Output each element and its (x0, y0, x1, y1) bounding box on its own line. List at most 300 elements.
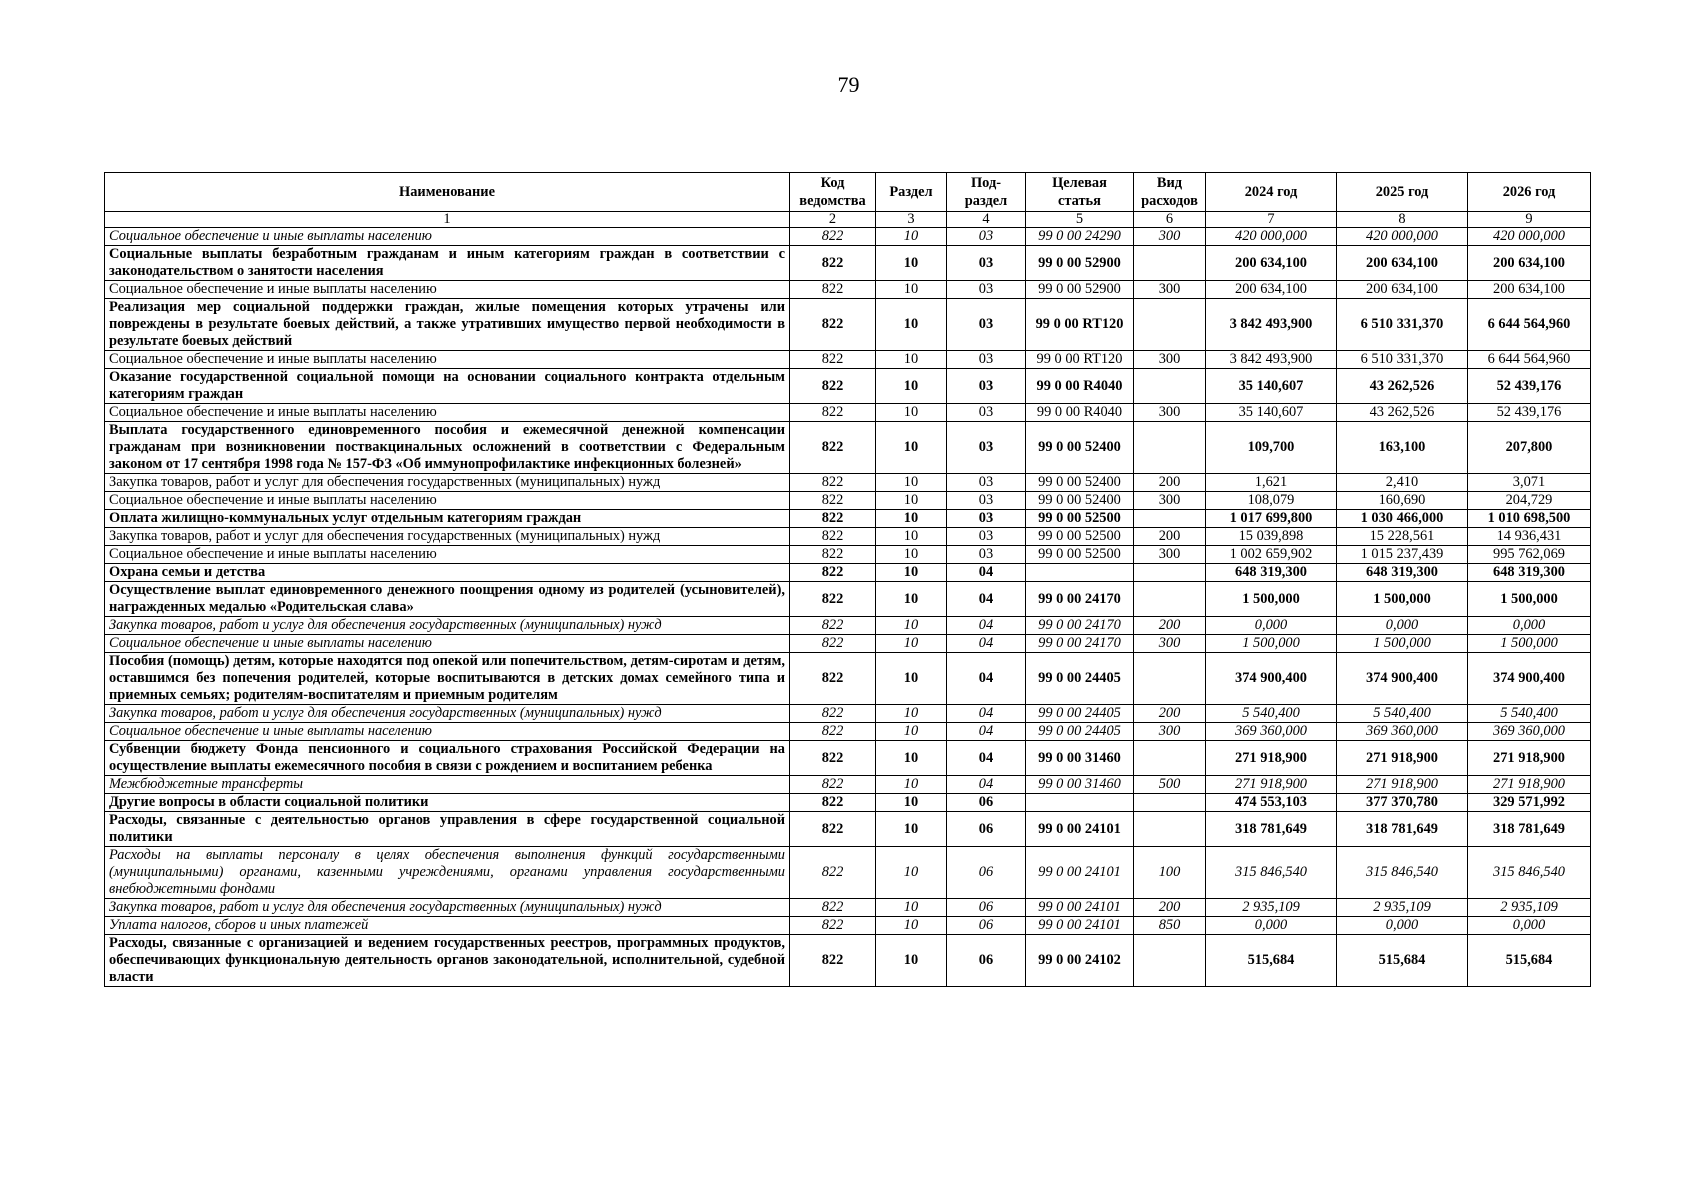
row-section: 10 (876, 474, 947, 492)
row-amount-2026: 315 846,540 (1468, 847, 1591, 899)
row-amount-2026: 271 918,900 (1468, 741, 1591, 776)
row-section: 10 (876, 847, 947, 899)
row-type (1134, 422, 1206, 474)
row-dept: 822 (790, 422, 876, 474)
row-dept: 822 (790, 246, 876, 281)
table-row (105, 847, 1591, 899)
row-target: 99 0 00 52400 (1026, 492, 1134, 510)
row-dept: 822 (790, 635, 876, 653)
table-row (105, 812, 1591, 847)
row-name: Выплата государственного единовременного пособия и ежемесячной денежной компенсации гражданам при возникновении поствакцинальных осложнений в соответствии с Федеральным законом от 17 сентября 1998 года № 157-ФЗ «Об иммунопрофилактике инфекционных болезней» (105, 422, 790, 474)
row-amount-2024: 200 634,100 (1206, 281, 1337, 299)
row-amount-2026: 207,800 (1468, 422, 1591, 474)
row-amount-2026: 52 439,176 (1468, 404, 1591, 422)
table-row (105, 404, 1591, 422)
row-target: 99 0 00 RT120 (1026, 299, 1134, 351)
row-amount-2026: 3,071 (1468, 474, 1591, 492)
row-dept: 822 (790, 812, 876, 847)
row-type: 100 (1134, 847, 1206, 899)
column-number: 4 (947, 212, 1026, 228)
row-section: 10 (876, 899, 947, 917)
row-type: 300 (1134, 281, 1206, 299)
row-amount-2024: 1 500,000 (1206, 635, 1337, 653)
row-target: 99 0 00 24102 (1026, 935, 1134, 987)
row-dept: 822 (790, 492, 876, 510)
row-amount-2025: 377 370,780 (1337, 794, 1468, 812)
row-amount-2026: 6 644 564,960 (1468, 351, 1591, 369)
row-amount-2024: 369 360,000 (1206, 723, 1337, 741)
column-number: 9 (1468, 212, 1591, 228)
row-type (1134, 582, 1206, 617)
table-row (105, 705, 1591, 723)
row-section: 10 (876, 492, 947, 510)
row-amount-2026: 204,729 (1468, 492, 1591, 510)
row-amount-2026: 374 900,400 (1468, 653, 1591, 705)
row-amount-2024: 648 319,300 (1206, 564, 1337, 582)
row-section: 10 (876, 723, 947, 741)
header-type: Вид расходов (1134, 173, 1206, 212)
row-type (1134, 794, 1206, 812)
header-2026: 2026 год (1468, 173, 1591, 212)
row-amount-2026: 329 571,992 (1468, 794, 1591, 812)
row-amount-2024: 3 842 493,900 (1206, 351, 1337, 369)
row-subsection: 03 (947, 351, 1026, 369)
row-section: 10 (876, 776, 947, 794)
row-section: 10 (876, 917, 947, 935)
row-subsection: 04 (947, 741, 1026, 776)
row-subsection: 03 (947, 404, 1026, 422)
row-amount-2026: 6 644 564,960 (1468, 299, 1591, 351)
row-section: 10 (876, 510, 947, 528)
row-target: 99 0 00 24101 (1026, 847, 1134, 899)
row-name: Закупка товаров, работ и услуг для обеспечения государственных (муниципальных) нужд (105, 528, 790, 546)
row-name: Расходы на выплаты персоналу в целях обеспечения выполнения функций государственными (муниципальными) органами, казенными учреждениями, органами управления государственными внебюджетными фондами (105, 847, 790, 899)
row-type: 300 (1134, 723, 1206, 741)
row-target: 99 0 00 24170 (1026, 617, 1134, 635)
row-name: Социальное обеспечение и иные выплаты населению (105, 492, 790, 510)
row-target: 99 0 00 52900 (1026, 281, 1134, 299)
table-row (105, 794, 1591, 812)
row-subsection: 04 (947, 705, 1026, 723)
row-type: 300 (1134, 404, 1206, 422)
row-dept: 822 (790, 847, 876, 899)
row-subsection: 04 (947, 653, 1026, 705)
row-dept: 822 (790, 582, 876, 617)
row-target: 99 0 00 24101 (1026, 899, 1134, 917)
row-name: Оказание государственной социальной помощи на основании социального контракта отдельным категориям граждан (105, 369, 790, 404)
row-target: 99 0 00 52400 (1026, 422, 1134, 474)
row-amount-2025: 515,684 (1337, 935, 1468, 987)
row-type (1134, 812, 1206, 847)
row-subsection: 06 (947, 917, 1026, 935)
table-row (105, 299, 1591, 351)
row-amount-2024: 515,684 (1206, 935, 1337, 987)
row-dept: 822 (790, 794, 876, 812)
row-target: 99 0 00 31460 (1026, 776, 1134, 794)
row-target: 99 0 00 R4040 (1026, 404, 1134, 422)
row-type (1134, 741, 1206, 776)
row-amount-2024: 374 900,400 (1206, 653, 1337, 705)
row-amount-2025: 0,000 (1337, 617, 1468, 635)
row-subsection: 04 (947, 617, 1026, 635)
row-subsection: 06 (947, 899, 1026, 917)
row-subsection: 03 (947, 281, 1026, 299)
table-row (105, 492, 1591, 510)
row-name: Социальное обеспечение и иные выплаты населению (105, 351, 790, 369)
row-dept: 822 (790, 228, 876, 246)
row-type (1134, 246, 1206, 281)
row-section: 10 (876, 369, 947, 404)
row-target: 99 0 00 RT120 (1026, 351, 1134, 369)
row-name: Расходы, связанные с деятельностью органов управления в сфере государственной социальной политики (105, 812, 790, 847)
table-row (105, 723, 1591, 741)
row-amount-2026: 1 500,000 (1468, 635, 1591, 653)
row-dept: 822 (790, 404, 876, 422)
column-number: 7 (1206, 212, 1337, 228)
table-row (105, 899, 1591, 917)
table-row (105, 635, 1591, 653)
table-row (105, 564, 1591, 582)
row-subsection: 03 (947, 474, 1026, 492)
row-type (1134, 510, 1206, 528)
header-name: Наименование (105, 173, 790, 212)
row-subsection: 06 (947, 794, 1026, 812)
row-section: 10 (876, 404, 947, 422)
row-amount-2026: 0,000 (1468, 617, 1591, 635)
row-amount-2026: 5 540,400 (1468, 705, 1591, 723)
table-row (105, 351, 1591, 369)
column-number: 8 (1337, 212, 1468, 228)
row-subsection: 04 (947, 635, 1026, 653)
page-number: 79 (837, 72, 860, 97)
budget-table (104, 172, 1591, 987)
row-section: 10 (876, 617, 947, 635)
row-amount-2026: 1 500,000 (1468, 582, 1591, 617)
row-type: 200 (1134, 705, 1206, 723)
row-amount-2024: 35 140,607 (1206, 404, 1337, 422)
row-amount-2026: 1 010 698,500 (1468, 510, 1591, 528)
header-subsection: Под-раздел (947, 173, 1026, 212)
row-name: Другие вопросы в области социальной политики (105, 794, 790, 812)
table-header-row (105, 173, 1591, 212)
row-amount-2024: 109,700 (1206, 422, 1337, 474)
row-amount-2024: 1 500,000 (1206, 582, 1337, 617)
row-target (1026, 794, 1134, 812)
row-dept: 822 (790, 299, 876, 351)
row-amount-2024: 108,079 (1206, 492, 1337, 510)
row-amount-2026: 200 634,100 (1468, 246, 1591, 281)
row-amount-2026: 515,684 (1468, 935, 1591, 987)
row-amount-2024: 2 935,109 (1206, 899, 1337, 917)
row-amount-2026: 995 762,069 (1468, 546, 1591, 564)
row-subsection: 03 (947, 369, 1026, 404)
row-section: 10 (876, 794, 947, 812)
column-number: 1 (105, 212, 790, 228)
row-dept: 822 (790, 899, 876, 917)
row-amount-2025: 6 510 331,370 (1337, 351, 1468, 369)
row-amount-2025: 163,100 (1337, 422, 1468, 474)
row-amount-2024: 1 002 659,902 (1206, 546, 1337, 564)
column-number: 3 (876, 212, 947, 228)
column-number-row (105, 212, 1591, 228)
row-section: 10 (876, 935, 947, 987)
row-target: 99 0 00 31460 (1026, 741, 1134, 776)
header-target: Целевая статья (1026, 173, 1134, 212)
row-amount-2024: 3 842 493,900 (1206, 299, 1337, 351)
table-row (105, 228, 1591, 246)
row-target: 99 0 00 24405 (1026, 723, 1134, 741)
row-type: 300 (1134, 492, 1206, 510)
row-dept: 822 (790, 705, 876, 723)
row-amount-2025: 315 846,540 (1337, 847, 1468, 899)
row-type (1134, 299, 1206, 351)
table-row (105, 935, 1591, 987)
row-amount-2025: 200 634,100 (1337, 246, 1468, 281)
row-name: Социальное обеспечение и иные выплаты населению (105, 723, 790, 741)
row-amount-2024: 35 140,607 (1206, 369, 1337, 404)
row-name: Оплата жилищно-коммунальных услуг отдельным категориям граждан (105, 510, 790, 528)
row-amount-2025: 2 935,109 (1337, 899, 1468, 917)
row-dept: 822 (790, 653, 876, 705)
table-row (105, 741, 1591, 776)
row-name: Закупка товаров, работ и услуг для обеспечения государственных (муниципальных) нужд (105, 474, 790, 492)
row-section: 10 (876, 564, 947, 582)
row-amount-2025: 15 228,561 (1337, 528, 1468, 546)
row-dept: 822 (790, 510, 876, 528)
row-name: Социальные выплаты безработным гражданам и иным категориям граждан в соответствии с законодательством о занятости населения (105, 246, 790, 281)
row-name: Закупка товаров, работ и услуг для обеспечения государственных (муниципальных) нужд (105, 617, 790, 635)
row-subsection: 06 (947, 812, 1026, 847)
row-amount-2026: 318 781,649 (1468, 812, 1591, 847)
row-target: 99 0 00 24405 (1026, 653, 1134, 705)
column-number: 2 (790, 212, 876, 228)
row-target: 99 0 00 24405 (1026, 705, 1134, 723)
row-amount-2025: 160,690 (1337, 492, 1468, 510)
table-row (105, 528, 1591, 546)
row-type (1134, 653, 1206, 705)
row-amount-2024: 271 918,900 (1206, 741, 1337, 776)
row-target: 99 0 00 24170 (1026, 635, 1134, 653)
row-type: 300 (1134, 228, 1206, 246)
table-row (105, 281, 1591, 299)
row-name: Социальное обеспечение и иные выплаты населению (105, 635, 790, 653)
table-row (105, 653, 1591, 705)
row-section: 10 (876, 582, 947, 617)
row-name: Социальное обеспечение и иные выплаты населению (105, 281, 790, 299)
row-amount-2025: 6 510 331,370 (1337, 299, 1468, 351)
row-type: 200 (1134, 474, 1206, 492)
row-amount-2025: 1 015 237,439 (1337, 546, 1468, 564)
row-amount-2026: 0,000 (1468, 917, 1591, 935)
row-amount-2026: 52 439,176 (1468, 369, 1591, 404)
row-name: Расходы, связанные с организацией и ведением государственных реестров, программных продуктов, обеспечивающих функциональную деятельность органов законодательной, исполнительной, судебной власти (105, 935, 790, 987)
row-section: 10 (876, 299, 947, 351)
row-amount-2025: 369 360,000 (1337, 723, 1468, 741)
row-name: Межбюджетные трансферты (105, 776, 790, 794)
row-subsection: 03 (947, 422, 1026, 474)
table-row (105, 617, 1591, 635)
row-target: 99 0 00 52400 (1026, 474, 1134, 492)
row-subsection: 04 (947, 776, 1026, 794)
row-type: 300 (1134, 635, 1206, 653)
row-type: 300 (1134, 351, 1206, 369)
row-dept: 822 (790, 528, 876, 546)
row-amount-2025: 374 900,400 (1337, 653, 1468, 705)
row-section: 10 (876, 741, 947, 776)
row-dept: 822 (790, 474, 876, 492)
row-amount-2025: 1 500,000 (1337, 635, 1468, 653)
row-section: 10 (876, 246, 947, 281)
row-amount-2026: 14 936,431 (1468, 528, 1591, 546)
row-dept: 822 (790, 741, 876, 776)
row-target: 99 0 00 24101 (1026, 812, 1134, 847)
table-row (105, 776, 1591, 794)
row-dept: 822 (790, 723, 876, 741)
row-section: 10 (876, 351, 947, 369)
row-amount-2026: 271 918,900 (1468, 776, 1591, 794)
row-amount-2026: 200 634,100 (1468, 281, 1591, 299)
row-amount-2024: 474 553,103 (1206, 794, 1337, 812)
row-amount-2024: 318 781,649 (1206, 812, 1337, 847)
row-amount-2026: 369 360,000 (1468, 723, 1591, 741)
table-row (105, 917, 1591, 935)
row-amount-2026: 2 935,109 (1468, 899, 1591, 917)
row-section: 10 (876, 228, 947, 246)
row-amount-2024: 5 540,400 (1206, 705, 1337, 723)
row-name: Социальное обеспечение и иные выплаты населению (105, 404, 790, 422)
row-dept: 822 (790, 776, 876, 794)
row-amount-2025: 43 262,526 (1337, 404, 1468, 422)
row-subsection: 03 (947, 510, 1026, 528)
row-subsection: 04 (947, 723, 1026, 741)
row-subsection: 04 (947, 564, 1026, 582)
row-target: 99 0 00 24290 (1026, 228, 1134, 246)
row-amount-2024: 15 039,898 (1206, 528, 1337, 546)
row-type (1134, 369, 1206, 404)
row-amount-2026: 420 000,000 (1468, 228, 1591, 246)
row-amount-2024: 0,000 (1206, 617, 1337, 635)
row-section: 10 (876, 812, 947, 847)
header-dept: Код ведомства (790, 173, 876, 212)
row-subsection: 03 (947, 299, 1026, 351)
row-amount-2025: 5 540,400 (1337, 705, 1468, 723)
row-target: 99 0 00 24170 (1026, 582, 1134, 617)
table-body (105, 228, 1591, 987)
row-amount-2025: 318 781,649 (1337, 812, 1468, 847)
row-dept: 822 (790, 369, 876, 404)
row-section: 10 (876, 422, 947, 474)
row-amount-2024: 315 846,540 (1206, 847, 1337, 899)
table-row (105, 546, 1591, 564)
row-section: 10 (876, 705, 947, 723)
table-row (105, 246, 1591, 281)
row-amount-2025: 1 500,000 (1337, 582, 1468, 617)
column-number: 5 (1026, 212, 1134, 228)
row-name: Реализация мер социальной поддержки граждан, жилые помещения которых утрачены или повреждены в результате боевых действий, а также утративших имущество первой необходимости в результате боевых действий (105, 299, 790, 351)
row-name: Охрана семьи и детства (105, 564, 790, 582)
row-amount-2024: 200 634,100 (1206, 246, 1337, 281)
row-target: 99 0 00 24101 (1026, 917, 1134, 935)
row-amount-2024: 0,000 (1206, 917, 1337, 935)
row-name: Закупка товаров, работ и услуг для обеспечения государственных (муниципальных) нужд (105, 899, 790, 917)
row-name: Социальное обеспечение и иные выплаты населению (105, 546, 790, 564)
row-subsection: 06 (947, 935, 1026, 987)
row-name: Пособия (помощь) детям, которые находятся под опекой или попечительством, детям-сиротам и детям, оставшимся без попечения родителей, которые воспитываются в детских домах семейного типа и приемных семьях; родителям-воспитателям и приемным родителям (105, 653, 790, 705)
row-subsection: 03 (947, 492, 1026, 510)
row-amount-2025: 2,410 (1337, 474, 1468, 492)
row-dept: 822 (790, 617, 876, 635)
row-amount-2024: 271 918,900 (1206, 776, 1337, 794)
row-dept: 822 (790, 564, 876, 582)
row-name: Осуществление выплат единовременного денежного поощрения одному из родителей (усыновителей), награжденных медалью «Родительская слава» (105, 582, 790, 617)
row-name: Субвенции бюджету Фонда пенсионного и социального страхования Российской Федерации на осуществление выплаты ежемесячного пособия в связи с рождением и воспитанием ребенка (105, 741, 790, 776)
row-type: 300 (1134, 546, 1206, 564)
row-dept: 822 (790, 281, 876, 299)
row-name: Уплата налогов, сборов и иных платежей (105, 917, 790, 935)
row-subsection: 03 (947, 246, 1026, 281)
table-row (105, 422, 1591, 474)
row-amount-2025: 0,000 (1337, 917, 1468, 935)
row-section: 10 (876, 528, 947, 546)
row-amount-2024: 1 017 699,800 (1206, 510, 1337, 528)
row-section: 10 (876, 635, 947, 653)
table-row (105, 474, 1591, 492)
row-subsection: 06 (947, 847, 1026, 899)
row-section: 10 (876, 546, 947, 564)
table-row (105, 369, 1591, 404)
row-amount-2025: 271 918,900 (1337, 741, 1468, 776)
header-section: Раздел (876, 173, 947, 212)
row-name: Закупка товаров, работ и услуг для обеспечения государственных (муниципальных) нужд (105, 705, 790, 723)
row-type: 200 (1134, 617, 1206, 635)
row-amount-2025: 43 262,526 (1337, 369, 1468, 404)
row-amount-2025: 200 634,100 (1337, 281, 1468, 299)
row-amount-2025: 271 918,900 (1337, 776, 1468, 794)
row-type: 850 (1134, 917, 1206, 935)
header-2024: 2024 год (1206, 173, 1337, 212)
row-amount-2024: 1,621 (1206, 474, 1337, 492)
row-type (1134, 935, 1206, 987)
row-amount-2025: 648 319,300 (1337, 564, 1468, 582)
row-target: 99 0 00 52900 (1026, 246, 1134, 281)
row-amount-2024: 420 000,000 (1206, 228, 1337, 246)
row-subsection: 03 (947, 546, 1026, 564)
header-2025: 2025 год (1337, 173, 1468, 212)
row-amount-2026: 648 319,300 (1468, 564, 1591, 582)
row-type: 200 (1134, 528, 1206, 546)
row-section: 10 (876, 653, 947, 705)
row-target: 99 0 00 52500 (1026, 546, 1134, 564)
row-dept: 822 (790, 351, 876, 369)
row-target: 99 0 00 52500 (1026, 510, 1134, 528)
row-type (1134, 564, 1206, 582)
row-subsection: 03 (947, 528, 1026, 546)
row-amount-2025: 420 000,000 (1337, 228, 1468, 246)
row-target: 99 0 00 R4040 (1026, 369, 1134, 404)
row-dept: 822 (790, 546, 876, 564)
column-number: 6 (1134, 212, 1206, 228)
row-target (1026, 564, 1134, 582)
table-row (105, 510, 1591, 528)
row-name: Социальное обеспечение и иные выплаты населению (105, 228, 790, 246)
row-dept: 822 (790, 917, 876, 935)
row-subsection: 03 (947, 228, 1026, 246)
row-type: 500 (1134, 776, 1206, 794)
row-section: 10 (876, 281, 947, 299)
row-target: 99 0 00 52500 (1026, 528, 1134, 546)
table-row (105, 582, 1591, 617)
row-amount-2025: 1 030 466,000 (1337, 510, 1468, 528)
